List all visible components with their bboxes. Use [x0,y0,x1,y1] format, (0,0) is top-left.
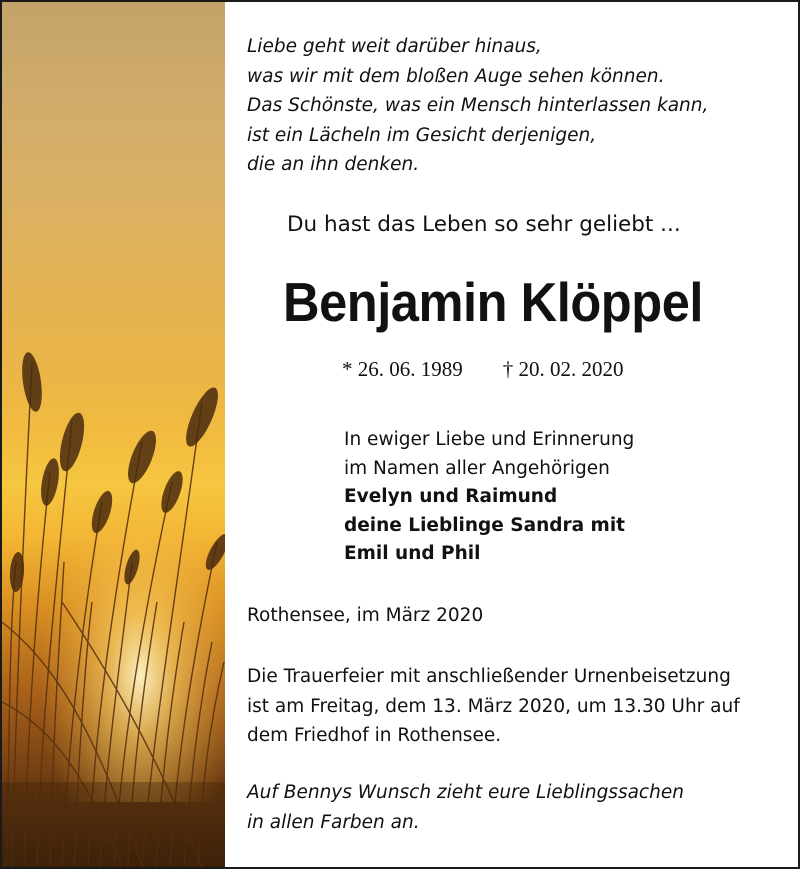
poem-line: Das Schönste, was ein Mensch hinterlassen kann, [247,95,709,117]
life-dates [342,357,624,382]
family-intro-line: im Namen aller Angehörigen [344,457,610,479]
wish-line: in allen Farben an. [247,811,420,833]
deceased-name: Benjamin Klöppel [283,271,703,333]
tagline: Du hast das Leben so sehr geliebt ... [287,212,681,237]
family-intro-line: In ewiger Liebe und Erinnerung [344,429,635,450]
poem-line: was wir mit dem bloßen Auge sehen können. [247,65,665,87]
poem [247,32,708,180]
service-line: dem Friedhof in Rothensee. [247,725,502,746]
service-line: ist am Freitag, dem 13. März 2020, um 13.30 Uhr auf [247,695,740,717]
place-date: Rothensee, im März 2020 [247,605,484,626]
obituary-notice [2,2,798,867]
reeds-illustration [2,2,225,867]
wish-line: Auf Bennys Wunsch zieht eure Lieblingssachen [247,782,684,803]
poem-line: die an ihn denken. [247,154,420,176]
death-date: † 20. 02. 2020 [502,357,624,381]
dress-code-wish [247,778,684,837]
poem-line: Liebe geht weit darüber hinaus, [247,36,542,57]
family-signature [344,426,634,569]
family-name-line: deine Lieblinge Sandra mit [344,514,626,536]
family-name-line: Emil und Phil [344,543,481,564]
sunset-reeds-photo [2,2,225,867]
birth-date: * 26. 06. 1989 [342,357,463,381]
poem-line: ist ein Lächeln im Gesicht derjenigen, [247,124,597,146]
service-line: Die Trauerfeier mit anschließender Urnenbeisetzung [247,666,731,687]
family-name-line: Evelyn und Raimund [344,486,558,507]
funeral-service-info [247,662,740,751]
